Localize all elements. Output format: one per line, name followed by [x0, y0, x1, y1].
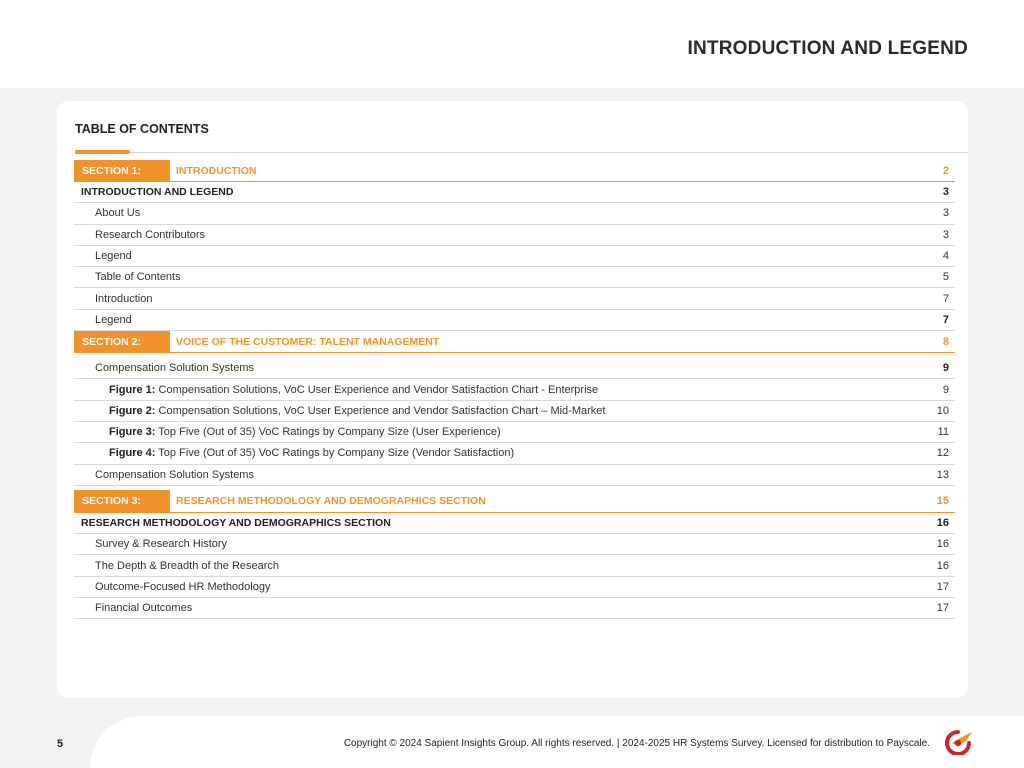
- toc-heading-page: 16: [936, 517, 949, 529]
- toc-figure-label: [74, 447, 915, 459]
- toc-row-page: 12: [936, 447, 949, 460]
- section-page: 2: [942, 164, 949, 177]
- toc-row-page: 9: [942, 383, 949, 396]
- toc-heading-label: INTRODUCTION AND LEGEND: [81, 186, 234, 199]
- toc-figure-row[interactable]: [74, 443, 955, 464]
- toc-row-page: 7: [942, 292, 949, 305]
- page-title: INTRODUCTION AND LEGEND: [687, 38, 968, 59]
- toc-row-page: 3: [942, 228, 949, 241]
- toc-row-page: 3: [942, 207, 949, 220]
- toc-row[interactable]: [74, 288, 955, 309]
- figure-text: Top Five (Out of 35) VoC Ratings by Company Size (Vendor Satisfaction): [155, 447, 515, 460]
- toc-row-page: 17: [936, 602, 949, 615]
- toc-row-page: 10: [936, 404, 949, 417]
- section-title: RESEARCH METHODOLOGY AND DEMOGRAPHICS SECTION: [176, 495, 486, 508]
- toc-title-accent: [75, 150, 130, 154]
- toc-row-page: 13: [936, 468, 949, 481]
- page-number: 5: [57, 738, 64, 750]
- payscale-logo-icon: [942, 729, 974, 755]
- toc-figure-row[interactable]: [74, 401, 955, 422]
- toc-row-page: 17: [936, 580, 949, 593]
- toc-row-page: 9: [942, 362, 949, 375]
- section-tag: SECTION 3:: [74, 490, 170, 512]
- toc-row[interactable]: [74, 310, 955, 331]
- toc-row-page: 4: [942, 250, 949, 263]
- figure-prefix: Figure 2:: [109, 404, 156, 417]
- toc-heading-row[interactable]: [74, 513, 955, 534]
- toc-heading-page: 3: [942, 186, 949, 199]
- toc-figure-row[interactable]: [74, 422, 955, 443]
- toc-title-divider: [75, 152, 968, 153]
- toc-row-label: Introduction: [95, 292, 153, 305]
- section-page: 8: [942, 335, 949, 348]
- toc-row-label: The Depth & Breadth of the Research: [95, 559, 280, 572]
- toc-row[interactable]: [74, 267, 955, 288]
- figure-text: Compensation Solutions, VoC User Experience and Vendor Satisfaction Chart - Enterprise: [155, 383, 599, 396]
- toc-row-label: Compensation Solution Systems: [95, 468, 254, 481]
- toc-figure-label: [74, 384, 915, 396]
- toc-row[interactable]: [74, 203, 955, 224]
- toc-row[interactable]: [74, 246, 955, 267]
- toc-row-label: Table of Contents: [95, 271, 181, 284]
- toc-row[interactable]: [74, 465, 955, 486]
- toc-row[interactable]: [74, 358, 955, 379]
- toc-row[interactable]: [74, 555, 955, 576]
- toc-row-label: About Us: [95, 207, 141, 220]
- figure-prefix: Figure 4:: [109, 447, 156, 460]
- toc-section-3[interactable]: [74, 491, 955, 513]
- toc-row-page: 16: [936, 538, 949, 551]
- section-tag: SECTION 1:: [74, 160, 170, 182]
- toc-row-page: 7: [942, 313, 949, 326]
- toc-row-page: 11: [937, 426, 949, 439]
- toc-row-label: Financial Outcomes: [95, 602, 193, 615]
- toc-row-label: Legend: [95, 250, 132, 263]
- section-page: 15: [936, 495, 949, 508]
- section-tag: SECTION 2:: [74, 331, 170, 353]
- toc-row-label: Survey & Research History: [95, 538, 228, 551]
- toc-figure-row[interactable]: [74, 379, 955, 400]
- figure-text: Top Five (Out of 35) VoC Ratings by Company Size (User Experience): [155, 426, 501, 439]
- toc-row-label: Legend: [95, 313, 132, 326]
- toc-title: TABLE OF CONTENTS: [75, 122, 209, 136]
- toc-row-page: 5: [942, 271, 949, 284]
- toc-row-label: Compensation Solution Systems: [95, 362, 254, 375]
- toc-figure-label: [74, 426, 915, 438]
- figure-text: Compensation Solutions, VoC User Experience and Vendor Satisfaction Chart – Mid-Market: [155, 404, 606, 417]
- figure-prefix: Figure 1:: [109, 383, 156, 396]
- toc-list: [74, 160, 955, 619]
- toc-row[interactable]: [74, 225, 955, 246]
- toc-row[interactable]: [74, 534, 955, 555]
- toc-row[interactable]: [74, 598, 955, 619]
- toc-row-label: Outcome-Focused HR Methodology: [95, 580, 271, 593]
- toc-section-1[interactable]: [74, 160, 955, 182]
- toc-row-page: 16: [936, 559, 949, 572]
- toc-figure-label: [74, 405, 915, 417]
- toc-card: [57, 101, 968, 698]
- toc-row[interactable]: [74, 577, 955, 598]
- section-title: INTRODUCTION: [176, 164, 257, 177]
- copyright-text: Copyright © 2024 Sapient Insights Group. All rights reserved. | 2024-2025 HR Systems Survey. Licensed for distribution to Payscale.: [343, 738, 930, 749]
- section-title: VOICE OF THE CUSTOMER: TALENT MANAGEMENT: [176, 335, 440, 348]
- toc-row-label: Research Contributors: [95, 228, 206, 241]
- figure-prefix: Figure 3:: [109, 426, 156, 439]
- toc-heading-label: RESEARCH METHODOLOGY AND DEMOGRAPHICS SECTION: [81, 517, 391, 529]
- toc-heading-row[interactable]: [74, 182, 955, 203]
- toc-section-2[interactable]: [74, 331, 955, 353]
